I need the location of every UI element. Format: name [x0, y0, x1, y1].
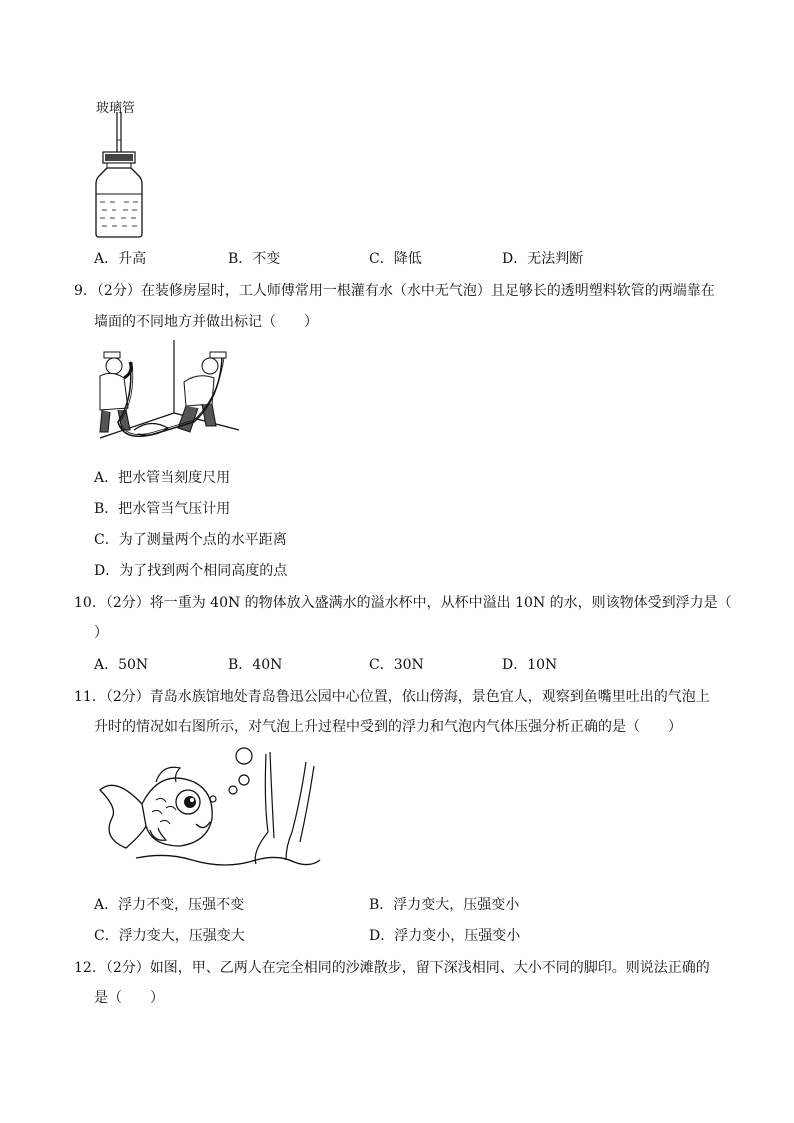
q11-stem-line2: 升时的情况如右图所示，对气泡上升过程中受到的浮力和气泡内气体压强分析正确的是（ ）: [94, 719, 682, 735]
q10-option-b: B．40N: [228, 657, 283, 673]
q12-stem-line2: 是（ ）: [94, 990, 164, 1006]
q10-option-c: C．30N: [369, 657, 424, 673]
q12-stem-line1: 12．（2分）如图，甲、乙两人在完全相同的沙滩散步，留下深浅相同、大小不同的脚印。则说法正确的: [74, 960, 710, 976]
q11-option-a: A．浮力不变，压强不变: [94, 897, 245, 913]
q9-option-b: B．把水管当气压计用: [94, 501, 231, 517]
q8-option-c: C．降低: [369, 251, 422, 267]
q11-stem-line1: 11．（2分）青岛水族馆地处青岛鲁迅公园中心位置，依山傍海，景色宜人，观察到鱼嘴里吐出的气泡上: [74, 689, 710, 705]
q10-stem-line1: 10．（2分）将一重为 40N 的物体放入盛满水的溢水杯中，从杯中溢出 10N 的水，则该物体受到浮力是（: [74, 595, 732, 611]
q11-option-c: C．浮力变大，压强变大: [94, 928, 245, 944]
q11-option-b: B．浮力变大，压强变小: [369, 897, 520, 913]
q10-option-d: D．10N: [502, 657, 558, 673]
q9-option-c: C．为了测量两个点的水平距离: [94, 532, 287, 548]
q9-stem-line1: 9．（2分）在装修房屋时，工人师傅常用一根灌有水（水中无气泡）且足够长的透明塑料软管的两端靠在: [74, 283, 715, 299]
fish-bubbles-figure: [96, 742, 326, 872]
figure-label-glass-tube: 玻璃管: [96, 101, 136, 116]
q9-option-a: A．把水管当刻度尺用: [94, 470, 231, 486]
workers-figure: [94, 338, 244, 448]
q8-option-a: A．升高: [94, 251, 147, 267]
q11-option-d: D．浮力变小，压强变小: [369, 928, 521, 944]
q8-option-b: B．不变: [228, 251, 281, 267]
q8-option-d: D．无法判断: [502, 251, 584, 267]
q9-stem-line2: 墙面的不同地方并做出标记（ ）: [94, 314, 318, 330]
q9-option-d: D．为了找到两个相同高度的点: [94, 563, 288, 579]
q10-option-a: A．50N: [94, 657, 149, 673]
q10-stem-line2: ）: [94, 625, 108, 641]
bottle-figure: [90, 110, 150, 240]
